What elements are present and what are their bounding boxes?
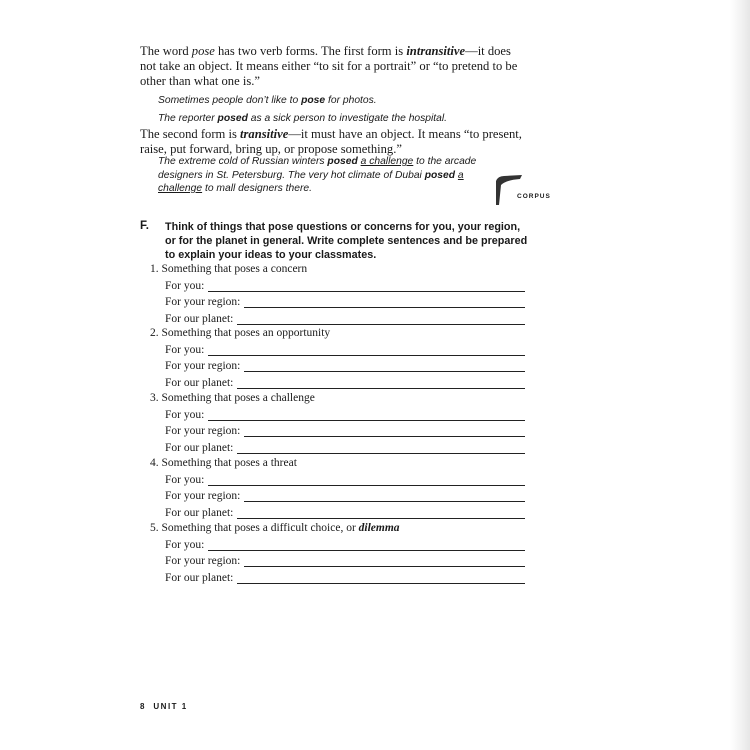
answer-row	[165, 537, 525, 551]
exercise-item	[150, 263, 307, 275]
field-label: For your region:	[165, 360, 241, 373]
answer-row	[165, 278, 525, 292]
answer-row	[165, 407, 525, 421]
field-label: For your region:	[165, 555, 241, 568]
answer-line[interactable]	[208, 282, 525, 292]
answer-row	[165, 472, 525, 486]
field-label: For our planet:	[165, 441, 234, 454]
item-number: 2.	[150, 327, 159, 339]
answer-line[interactable]	[244, 427, 525, 437]
answer-row	[165, 553, 525, 567]
exercise-instructions: Think of things that pose questions or concerns for you, your region, or for the planet in general. Write complete sentences and be prepared to explain your ideas to your classmates.	[165, 221, 528, 261]
field-label: For our planet:	[165, 376, 234, 389]
page-number: 8	[140, 702, 146, 711]
intro-paragraph-1: The word pose has two verb forms. The first form is intransitive—it does not take an object. It means either “to sit for a portrait” or “to pretend to be other than what one is.”	[140, 44, 518, 88]
answer-line[interactable]	[208, 411, 525, 421]
answer-line[interactable]	[244, 557, 525, 567]
item-text: Something that poses a difficult choice, or	[161, 522, 359, 534]
exercise-item	[150, 327, 330, 339]
example-1: Sometimes people don’t like to pose for photos.	[158, 95, 377, 106]
answer-row	[165, 375, 525, 389]
answer-row	[165, 311, 525, 325]
item-number: 1.	[150, 263, 159, 275]
item-text: Something that poses an opportunity	[161, 327, 331, 339]
answer-line[interactable]	[237, 444, 525, 454]
corpus-icon	[496, 175, 522, 205]
answer-row	[165, 342, 525, 356]
answer-line[interactable]	[237, 379, 525, 389]
answer-line[interactable]	[237, 509, 525, 519]
answer-row	[165, 570, 525, 584]
field-label: For your region:	[165, 425, 241, 438]
exercise-letter: F.	[140, 220, 149, 232]
item-number: 3.	[150, 392, 159, 404]
field-label: For your region:	[165, 296, 241, 309]
answer-line[interactable]	[244, 362, 525, 372]
answer-row	[165, 294, 525, 308]
item-emphasis: dilemma	[358, 522, 400, 534]
field-label: For our planet:	[165, 506, 234, 519]
exercise-item	[150, 457, 297, 469]
item-text: Something that poses a concern	[161, 263, 308, 275]
field-label: For you:	[165, 474, 205, 486]
answer-row	[165, 488, 525, 502]
answer-line[interactable]	[237, 315, 525, 325]
unit-label: UNIT 1	[153, 702, 188, 711]
field-label: For our planet:	[165, 312, 234, 325]
answer-line[interactable]	[208, 541, 525, 551]
field-label: For your region:	[165, 490, 241, 503]
example-2: The reporter posed as a sick person to investigate the hospital.	[158, 113, 448, 124]
item-text: Something that poses a threat	[161, 457, 297, 469]
answer-row	[165, 358, 525, 372]
item-text: Something that poses a challenge	[161, 392, 315, 404]
page-edge-shadow	[730, 0, 750, 750]
answer-line[interactable]	[208, 346, 525, 356]
example-3: The extreme cold of Russian winters posed a challenge to the arcade designers in St. Petersburg. The very hot climate of Dubai posed a challenge to mall designers there.	[158, 156, 477, 194]
answer-line[interactable]	[237, 574, 525, 584]
answer-line[interactable]	[208, 476, 525, 486]
intro-paragraph-2: The second form is transitive—it must have an object. It means “to present, raise, put forward, bring up, or propose something.”	[140, 127, 522, 156]
field-label: For you:	[165, 539, 205, 551]
field-label: For you:	[165, 344, 205, 356]
field-label: For you:	[165, 409, 205, 421]
item-number: 5.	[150, 522, 159, 534]
exercise-item	[150, 392, 315, 404]
corpus-label: CORPUS	[517, 193, 551, 200]
page-footer	[140, 702, 188, 711]
field-label: For our planet:	[165, 571, 234, 584]
item-number: 4.	[150, 457, 159, 469]
answer-row	[165, 423, 525, 437]
answer-line[interactable]	[244, 492, 525, 502]
answer-row	[165, 440, 525, 454]
field-label: For you:	[165, 280, 205, 292]
exercise-item	[150, 522, 400, 534]
answer-line[interactable]	[244, 298, 525, 308]
answer-row	[165, 505, 525, 519]
